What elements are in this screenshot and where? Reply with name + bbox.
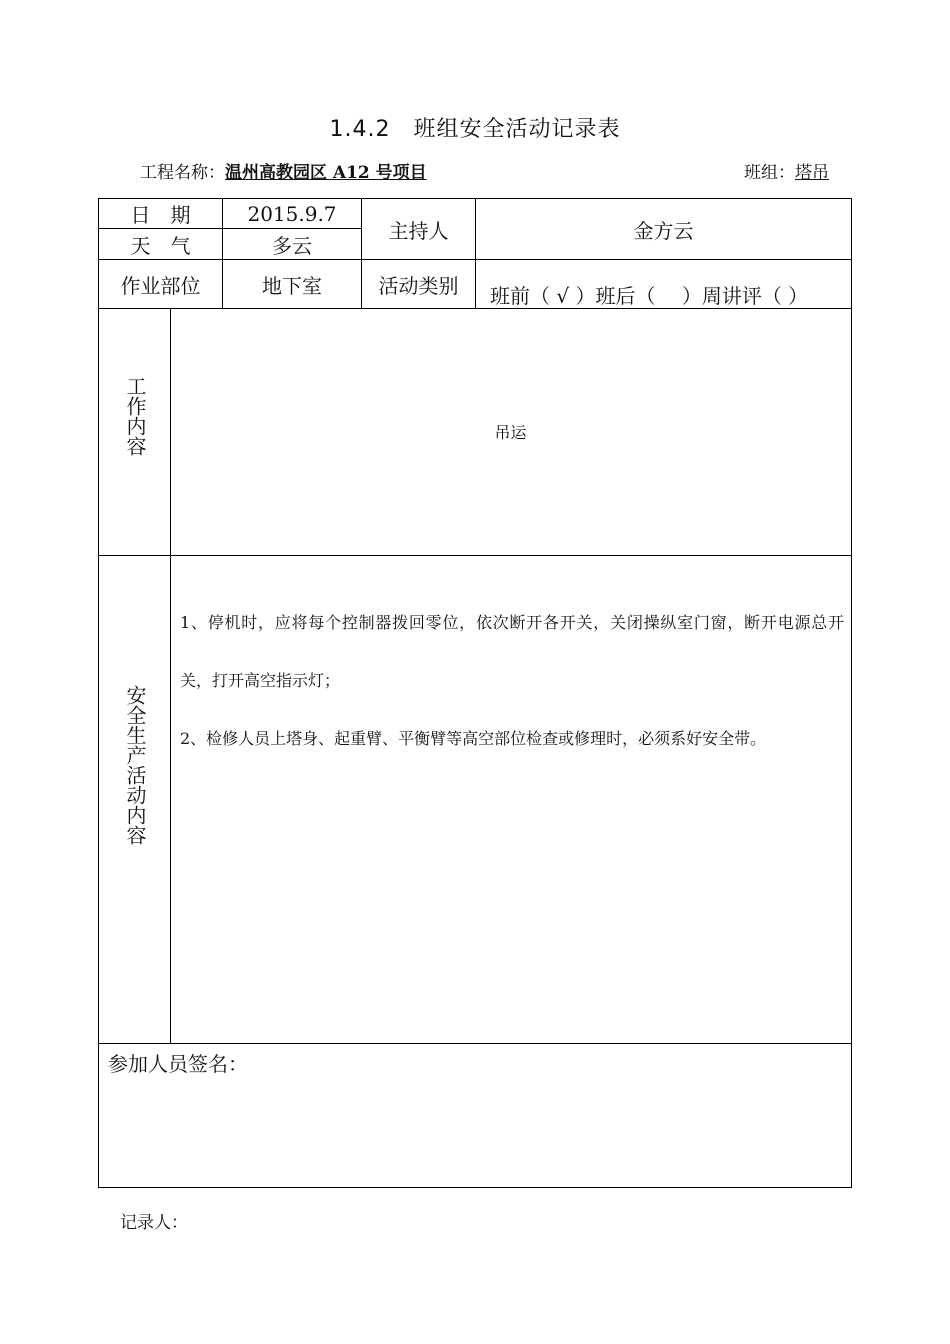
activity-type-label: 活动类别 xyxy=(378,273,459,298)
rule-row4 xyxy=(98,1043,852,1044)
safety-item: 2、检修人员上塔身、起重臂、平衡臂等高空部位检查或修理时，必须系好安全带。 xyxy=(180,729,767,748)
host-label: 主持人 xyxy=(388,218,449,243)
safety-item: 1、停机时，应将每个控制器拨回零位，依次断开各开关，关闭操纵室门窗，断开电源总开关，打开高空指示灯； xyxy=(180,613,844,690)
work-value: 吊运 xyxy=(494,423,527,442)
safety-content xyxy=(180,594,844,768)
rule-row3 xyxy=(98,555,852,556)
work-label: 工作内容 xyxy=(123,376,147,456)
sign-label: 参加人员签名： xyxy=(108,1052,248,1076)
document-title: 1.4.2 班组安全活动记录表 xyxy=(329,117,621,142)
team-value: 塔吊 xyxy=(795,163,829,183)
location-value: 地下室 xyxy=(262,273,322,298)
weather-label: 天 气 xyxy=(130,233,191,258)
table-border-left xyxy=(98,198,99,1188)
table-border-bottom xyxy=(98,1187,852,1188)
safety-label: 安全生产活动内容 xyxy=(123,685,147,845)
team-label: 班组： xyxy=(744,163,795,183)
project-label: 工程名称： xyxy=(140,163,225,183)
team-name xyxy=(744,158,829,183)
project-value: 温州高教园区 A12 号项目 xyxy=(225,163,427,183)
table-border-right xyxy=(851,198,852,1188)
project-name xyxy=(140,158,427,183)
activity-type-value: 班前（ √ ）班后（ ）周讲评（ ） xyxy=(490,283,809,308)
date-label: 日 期 xyxy=(130,203,191,227)
host-value: 金方云 xyxy=(633,218,694,243)
rule-label-col xyxy=(170,308,171,1044)
recorder-label: 记录人： xyxy=(120,1213,188,1233)
location-label: 作业部位 xyxy=(120,273,201,298)
date-value: 2015.9.7 xyxy=(247,201,337,226)
weather-value: 多云 xyxy=(272,233,312,258)
